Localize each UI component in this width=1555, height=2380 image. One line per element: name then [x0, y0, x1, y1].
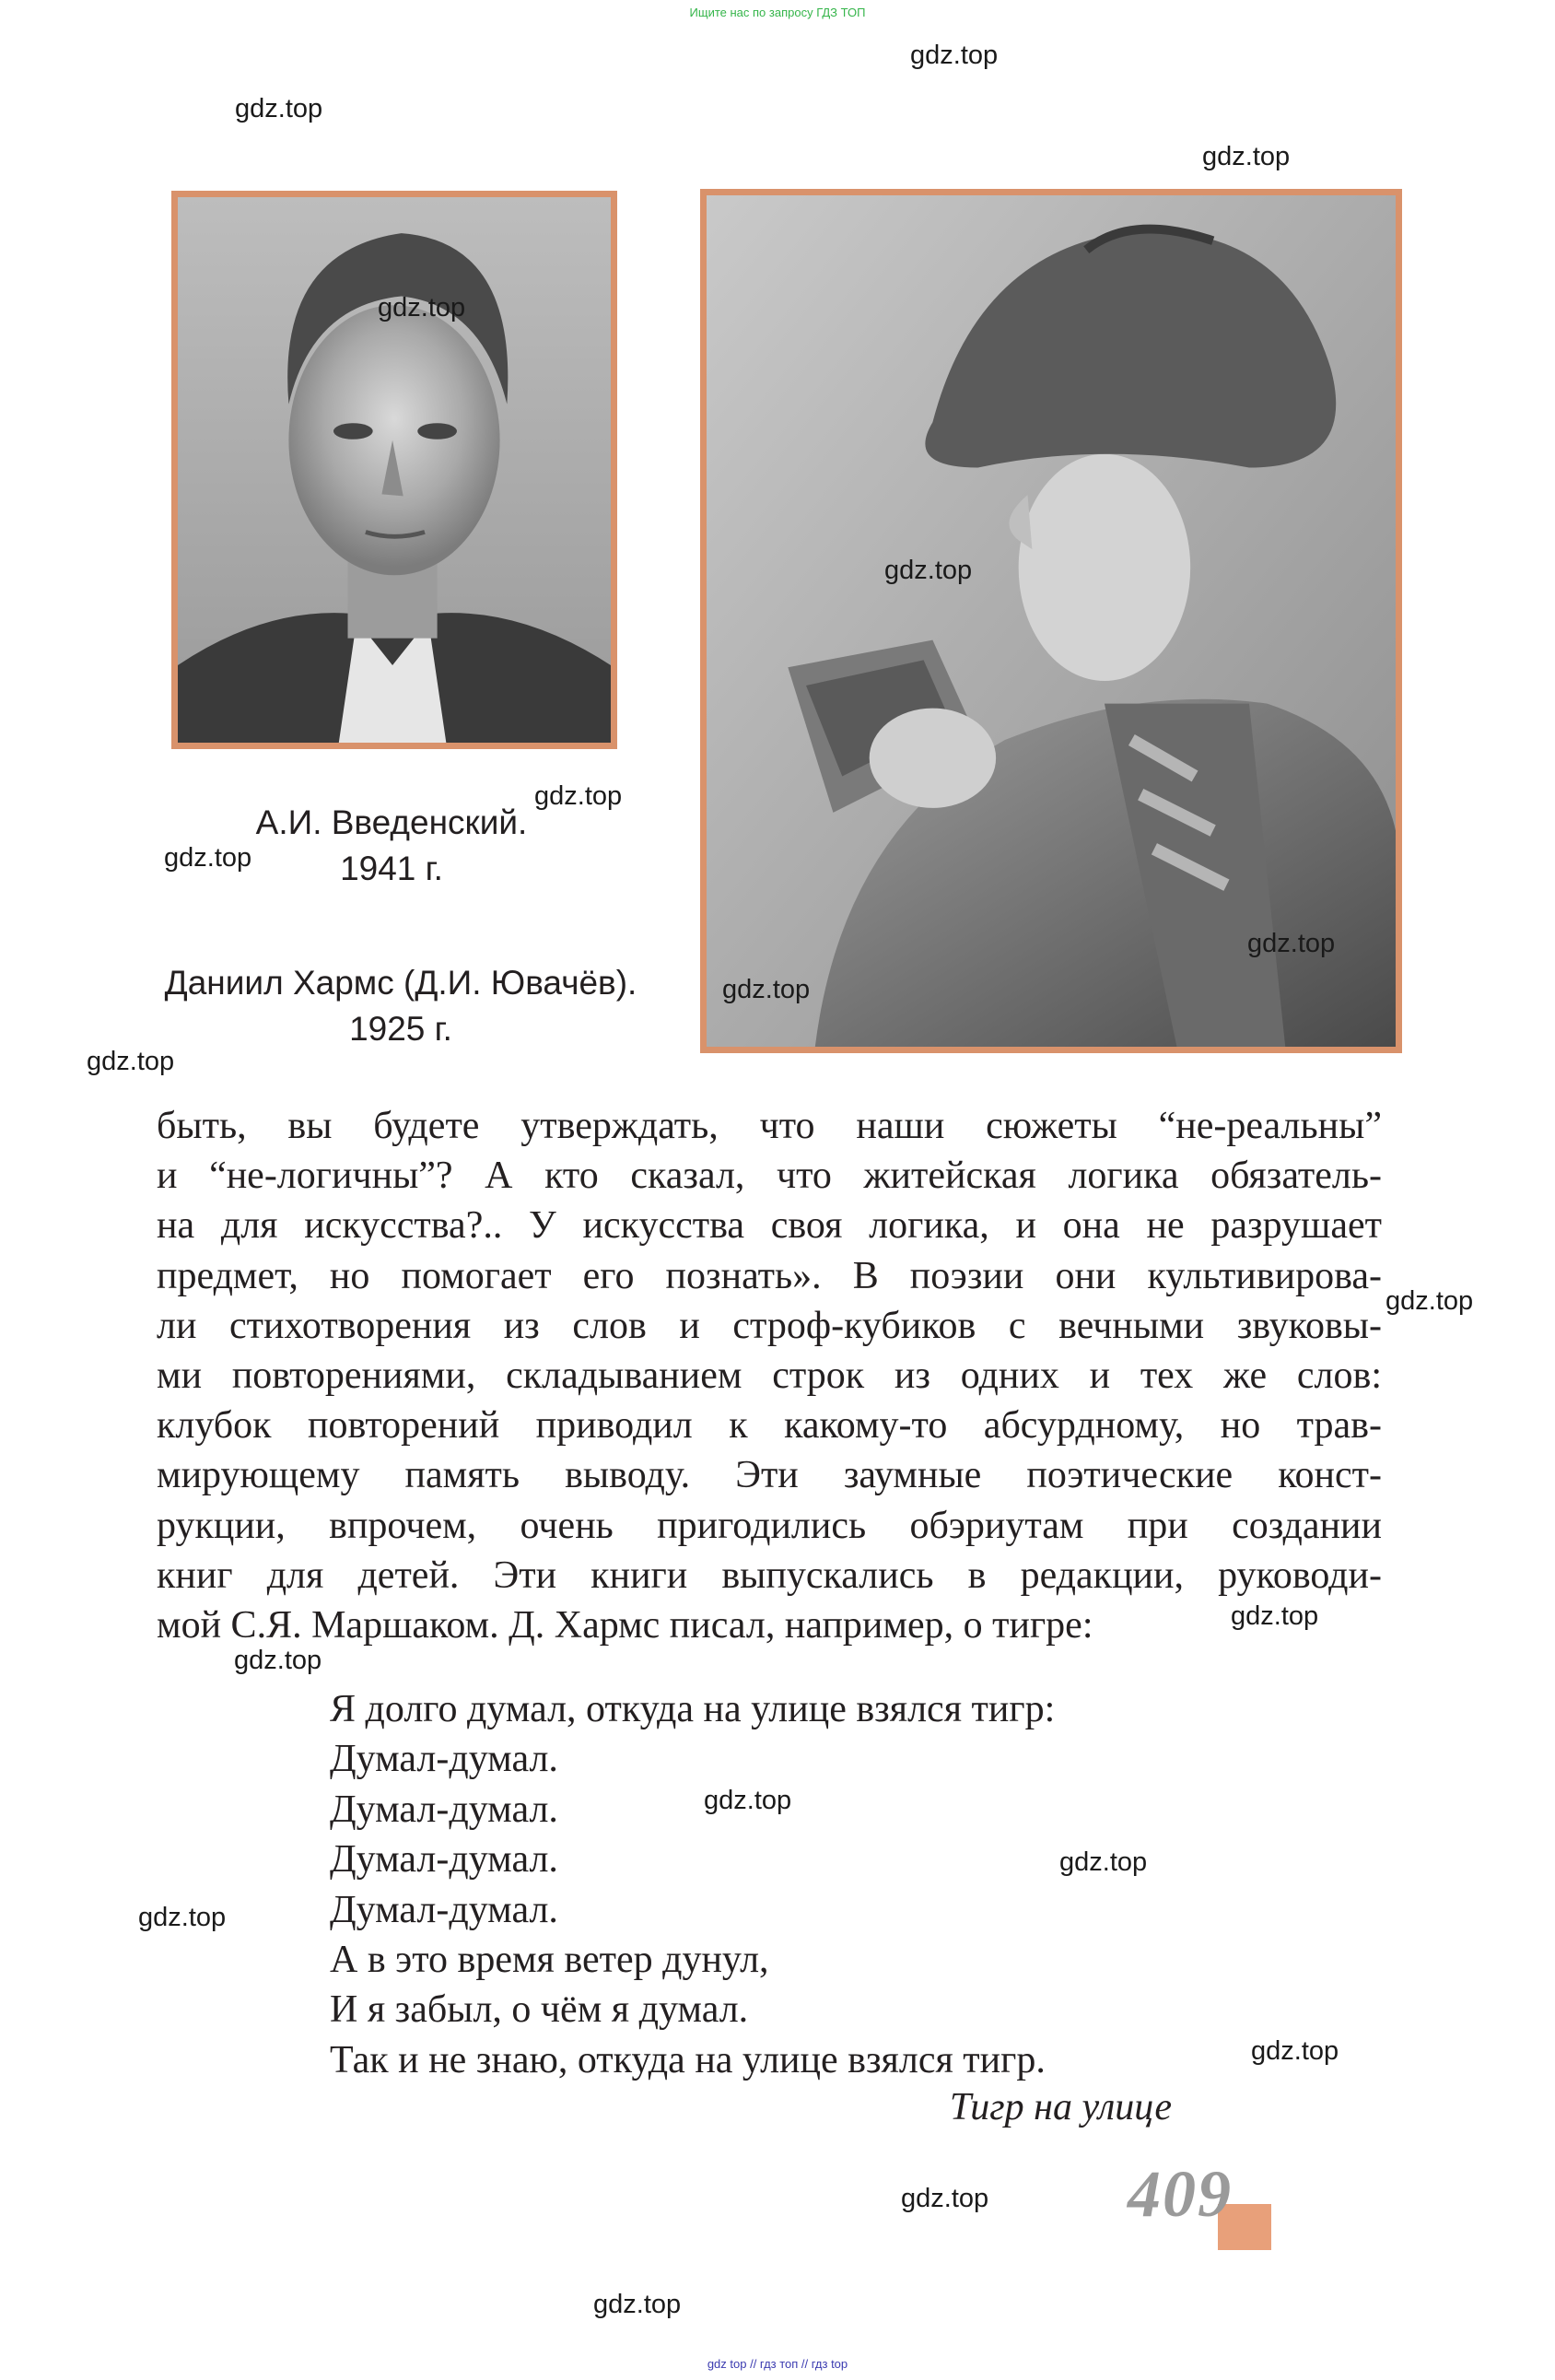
- vvedensky-caption-year: 1941 г.: [340, 850, 443, 887]
- paragraph-line: рукции, впрочем, очень пригодились обэриутам при создании: [157, 1504, 1382, 1547]
- paragraph-line: клубок повторений приводил к какому-то абсурдному, но трав-: [157, 1404, 1382, 1448]
- main-paragraph: [157, 1101, 1382, 1650]
- watermark: gdz.top: [593, 2290, 682, 2319]
- kharms-caption: [129, 960, 672, 1052]
- poem-line: Я долго думал, откуда на улице взялся тигр:: [330, 1688, 1056, 1730]
- paragraph-line: мой С.Я. Маршаком. Д. Хармс писал, например, о тигре:: [157, 1604, 1093, 1647]
- paragraph-line: мирующему память выводу. Эти заумные поэтические конст-: [157, 1454, 1382, 1497]
- vvedensky-caption-name: А.И. Введенский.: [255, 803, 528, 841]
- watermark: gdz.top: [378, 293, 466, 322]
- watermark: gdz.top: [1247, 929, 1336, 958]
- header-search-note: Ищите нас по запросу ГДЗ ТОП: [689, 6, 866, 19]
- watermark: gdz.top: [722, 975, 811, 1004]
- poem-title: Тигр на улице: [949, 2086, 1172, 2128]
- watermark: gdz.top: [884, 556, 973, 585]
- vvedensky-caption: [212, 800, 571, 892]
- watermark: gdz.top: [1059, 1847, 1148, 1877]
- watermark: gdz.top: [1231, 1601, 1319, 1631]
- watermark: gdz.top: [1202, 142, 1291, 171]
- poem: [330, 1684, 1055, 2085]
- paragraph-line: ми повторениями, складыванием строк из одних и тех же слов:: [157, 1354, 1382, 1398]
- watermark: gdz.top: [704, 1786, 792, 1815]
- kharms-portrait-image: [707, 195, 1396, 1047]
- watermark: gdz.top: [1251, 2036, 1339, 2066]
- watermark: gdz.top: [534, 781, 623, 811]
- kharms-caption-name: Даниил Хармс (Д.И. Ювачёв).: [164, 964, 637, 1002]
- footer-note: gdz top // гдз топ // гдз top: [707, 2357, 848, 2371]
- watermark: gdz.top: [235, 94, 323, 123]
- watermark: gdz.top: [87, 1047, 175, 1076]
- page-number: 409: [1128, 2157, 1233, 2231]
- poem-line: Думал-думал.: [330, 1888, 558, 1931]
- watermark: gdz.top: [234, 1646, 322, 1675]
- watermark: gdz.top: [910, 41, 999, 70]
- paragraph-line: на для искусства?.. У искусства своя логика, и она не разрушает: [157, 1204, 1382, 1248]
- poem-line: Так и не знаю, откуда на улице взялся тигр.: [330, 2038, 1046, 2081]
- kharms-portrait: [700, 189, 1402, 1053]
- vvedensky-portrait: [171, 191, 617, 749]
- watermark: gdz.top: [1385, 1286, 1474, 1316]
- paragraph-line: ли стихотворения из слов и строф-кубиков с вечными звуковы-: [157, 1304, 1382, 1347]
- poem-line: А в это время ветер дунул,: [330, 1939, 769, 1982]
- paragraph-line: предмет, но помогает его познать». В поэзии они культивирова-: [157, 1254, 1382, 1297]
- vvedensky-portrait-image: [178, 197, 611, 743]
- paragraph-line: и “не-логичны”? А кто сказал, что житейская логика обязатель-: [157, 1155, 1382, 1198]
- poem-line: И я забыл, о чём я думал.: [330, 1988, 749, 2032]
- paragraph-line: книг для детей. Эти книги выпускались в редакции, руководи-: [157, 1553, 1382, 1597]
- paragraph-line: быть, вы будете утверждать, что наши сюжеты “не-реальны”: [157, 1105, 1382, 1147]
- poem-line: Думал-думал.: [330, 1838, 558, 1882]
- poem-line: Думал-думал.: [330, 1738, 558, 1781]
- watermark: gdz.top: [138, 1903, 227, 1932]
- watermark: gdz.top: [901, 2184, 989, 2213]
- watermark: gdz.top: [164, 843, 252, 873]
- poem-line: Думал-думал.: [330, 1788, 558, 1831]
- kharms-caption-year: 1925 г.: [349, 1010, 452, 1048]
